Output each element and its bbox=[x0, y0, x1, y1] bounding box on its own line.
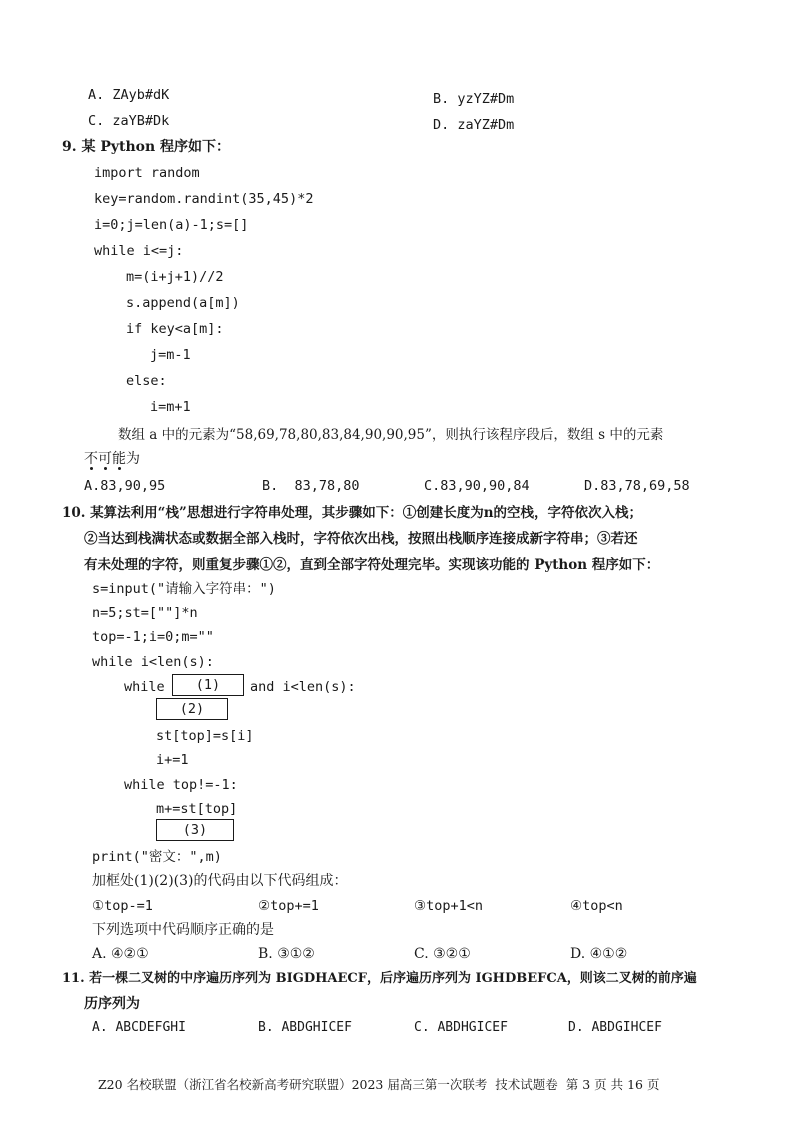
q9-option-a: A.83,90,95 bbox=[84, 478, 166, 494]
q9-code-line: i=m+1 bbox=[150, 399, 191, 415]
q9-option-d: D.83,78,69,58 bbox=[584, 478, 690, 494]
prev-option-d: D. zaYZ#Dm bbox=[433, 117, 515, 133]
q10-code-line: while bbox=[124, 679, 165, 695]
q11-option-c: C. ABDHGICEF bbox=[414, 1020, 508, 1035]
q10-snippet: ②top+=1 bbox=[258, 898, 319, 914]
prev-option-a: A. ZAyb#dK bbox=[88, 87, 170, 103]
q11-option-d: D. ABDGIHCEF bbox=[568, 1020, 662, 1035]
q10-option-b: B. ③①② bbox=[258, 946, 315, 962]
q11-stem: 历序列为 bbox=[84, 996, 140, 1012]
answer-blank-2: (2) bbox=[156, 698, 228, 720]
q9-code-line: j=m-1 bbox=[150, 347, 191, 363]
q10-code-line: and i<len(s): bbox=[250, 679, 356, 695]
answer-blank-1: (1) bbox=[172, 674, 244, 696]
q10-code-line: while i<len(s): bbox=[92, 654, 214, 670]
q10-stem: 有未处理的字符，则重复步骤①②，直到全部字符处理完毕。实现该功能的 Python 程序如下： bbox=[84, 557, 660, 573]
q10-stem: 10. 某算法利用“栈”思想进行字符串处理，其步骤如下：①创建长度为n的空栈，字符依次入栈； bbox=[62, 505, 643, 521]
q9-option-c: C.83,90,90,84 bbox=[424, 478, 530, 494]
q10-code-line: while top!=-1: bbox=[124, 777, 238, 793]
q9-code-line: s.append(a[m]) bbox=[126, 295, 240, 311]
q11-option-a: A. ABCDEFGHI bbox=[92, 1020, 186, 1035]
prev-option-b: B. yzYZ#Dm bbox=[433, 91, 515, 107]
q10-code-line: st[top]=s[i] bbox=[156, 728, 254, 744]
q9-code-line: while i<=j: bbox=[94, 243, 184, 259]
q9-code-line: i=0;j=len(a)-1;s=[] bbox=[94, 217, 249, 233]
q10-choose-prompt: 下列选项中代码顺序正确的是 bbox=[92, 922, 274, 938]
q9-code-line: key=random.randint(35,45)*2 bbox=[94, 191, 314, 207]
q10-snippet: ④top<n bbox=[570, 898, 623, 914]
q10-code-line: n=5;st=[""]*n bbox=[92, 605, 198, 621]
emphasis-dot bbox=[118, 467, 121, 470]
q10-stem: ②当达到栈满状态或数据全部入栈时，字符依次出栈，按照出栈顺序连接成新字符串；③若还 bbox=[84, 531, 638, 547]
q10-code-line: m+=st[top] bbox=[156, 801, 238, 817]
q10-option-c: C. ③②① bbox=[414, 946, 471, 962]
q10-code-line: i+=1 bbox=[156, 752, 189, 768]
q9-code-line: m=(i+j+1)//2 bbox=[126, 269, 224, 285]
q10-code-line: s=input("请输入字符串：") bbox=[92, 581, 276, 597]
q11-stem: 11. 若一棵二叉树的中序遍历序列为 BIGDHAECF，后序遍历序列为 IGHDBEFCA，则该二叉树的前序遍 bbox=[62, 971, 697, 986]
q9-description-emphasis: 不可能为 bbox=[84, 451, 140, 467]
q10-compose-note: 加框处(1)(2)(3)的代码由以下代码组成： bbox=[92, 873, 348, 889]
page-footer: Z20 名校联盟（浙江省名校新高考研究联盟）2023 届高三第一次联考 技术试题卷 第 3 页 共 16 页 bbox=[98, 1077, 660, 1092]
answer-blank-3: (3) bbox=[156, 819, 234, 841]
q10-option-d: D. ④①② bbox=[570, 946, 628, 962]
q9-description: 数组 a 中的元素为“58,69,78,80,83,84,90,90,95”，则执行该程序段后，数组 s 中的元素 bbox=[118, 427, 664, 443]
q9-option-b: B. 83,78,80 bbox=[262, 478, 360, 494]
q9-stem: 9. 某 Python 程序如下： bbox=[62, 139, 231, 155]
q10-snippet: ①top-=1 bbox=[92, 898, 153, 914]
q10-option-a: A. ④②① bbox=[92, 946, 149, 962]
q9-code-line: else: bbox=[126, 373, 167, 389]
q9-code-line: if key<a[m]: bbox=[126, 321, 224, 337]
q10-snippet: ③top+1<n bbox=[414, 898, 483, 914]
q10-code-line: print("密文：",m) bbox=[92, 849, 222, 865]
q10-code-line: top=-1;i=0;m="" bbox=[92, 629, 214, 645]
emphasis-dot bbox=[90, 467, 93, 470]
prev-option-c: C. zaYB#Dk bbox=[88, 113, 170, 129]
emphasis-dot bbox=[104, 467, 107, 470]
q11-option-b: B. ABDGHICEF bbox=[258, 1020, 352, 1035]
q9-code-line: import random bbox=[94, 165, 200, 181]
